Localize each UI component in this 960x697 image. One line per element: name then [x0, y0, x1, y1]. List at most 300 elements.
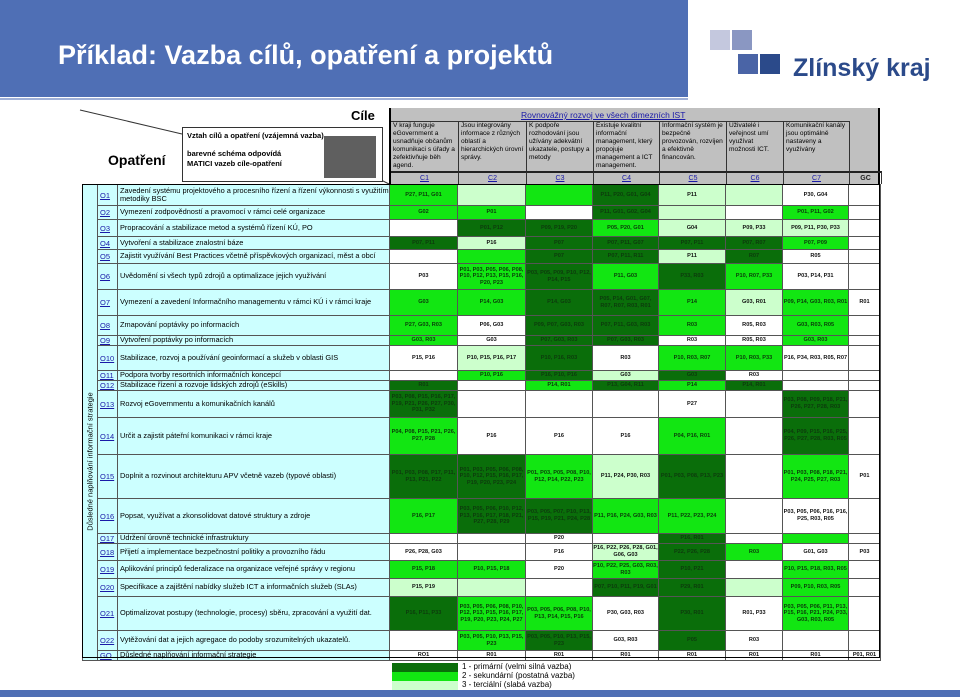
measure-id-cell — [98, 391, 118, 418]
matrix-cell: P09, P10, R03, R05 — [783, 579, 849, 597]
table-row — [83, 499, 881, 534]
matrix-cell: P04, P08, P15, P21, P26, P27, P28 — [390, 418, 458, 455]
matrix-cell: R03 — [659, 336, 726, 346]
table-row — [83, 631, 881, 651]
matrix-cell — [849, 220, 881, 237]
matrix-cell — [783, 381, 849, 391]
matrix-cell — [458, 381, 526, 391]
measure-link[interactable]: O5 — [100, 252, 111, 261]
matrix-cell: P16, R01 — [659, 534, 726, 544]
matrix-cell: P11, P16, P24, G03, R03 — [593, 499, 659, 534]
matrix-cell: P16 — [526, 544, 593, 561]
matrix-cell — [458, 579, 526, 597]
matrix-cell — [659, 206, 726, 220]
matrix-cell: P01, P03, P05, P08, P10, P12, P14, P22, P23 — [526, 455, 593, 499]
goal-link[interactable]: C1 — [420, 175, 429, 182]
measure-link[interactable]: O7 — [100, 298, 111, 307]
matrix-cell: R05, R03 — [726, 316, 783, 336]
measure-link[interactable]: O1 — [100, 190, 111, 200]
matrix-cell: P07, P11 — [390, 237, 458, 250]
matrix-cell: P07 — [526, 250, 593, 264]
measure-link[interactable]: O22 — [100, 636, 115, 645]
logo-square-icon — [738, 54, 758, 74]
matrix-cell: P30, G04 — [783, 185, 849, 206]
matrix-cell: P09, P14, G03, R03, R01 — [783, 290, 849, 316]
matrix-cell: P27 — [659, 391, 726, 418]
table-row — [83, 220, 881, 237]
matrix-cell: G03, R03, R05 — [783, 316, 849, 336]
measure-description: Přijetí a implementace bezpečnostní politiky a provozního řádu — [118, 544, 390, 561]
color-swatch — [324, 136, 376, 178]
measure-link[interactable]: O15 — [100, 472, 115, 481]
measure-id-cell — [98, 631, 118, 651]
goal-link[interactable]: C4 — [622, 175, 631, 182]
table-row — [83, 597, 881, 631]
matrix-cell: P11, P22, P23, P24 — [659, 499, 726, 534]
matrix-cell — [726, 534, 783, 544]
matrix-cell: P10, P16, R03 — [526, 346, 593, 371]
matrix-cell: P03, P08, P15, P16, P17, P19, P21, P26, P27, P30, P31, P32 — [390, 391, 458, 418]
matrix-cell: P20 — [526, 561, 593, 579]
matrix-cell: P03, P08, P09, P18, P21, P26, P27, P28, R03 — [783, 391, 849, 418]
measure-description: Vymezení a zavedení Informačního managementu v rámci KÚ i v rámci kraje — [118, 290, 390, 316]
matrix-cell: P01, P03, P08, P18, P21, P24, P25, P27, R03 — [783, 455, 849, 499]
measure-link[interactable]: O20 — [100, 583, 115, 592]
matrix-cell — [390, 220, 458, 237]
matrix-cell: P01 — [849, 455, 881, 499]
measure-link[interactable]: O9 — [100, 336, 111, 345]
matrix-cell: P16, P11, P33 — [390, 597, 458, 631]
matrix-cell — [849, 534, 881, 544]
measure-link[interactable]: GO — [100, 651, 112, 660]
matrix-cell: P10, P15, P18, R03, R05 — [783, 561, 849, 579]
matrix-cell: G03, R03 — [783, 336, 849, 346]
matrix-cell: P04, P16, R01 — [659, 418, 726, 455]
matrix-cell: G02 — [390, 206, 458, 220]
matrix-cell: R01 — [783, 651, 849, 661]
matrix-cell: P09, P11, P30, P33 — [783, 220, 849, 237]
matrix-cell: P03, P05, P06, P11, P13, P15, P16, P21, P24, P33, G03, R03, R05 — [783, 597, 849, 631]
matrix-cell — [726, 206, 783, 220]
matrix-cell: P15, P18 — [390, 561, 458, 579]
matrix-cell: P07, P11, G07 — [593, 237, 659, 250]
matrix-cell — [849, 597, 881, 631]
measure-id-cell — [98, 455, 118, 499]
measure-id-cell — [98, 336, 118, 346]
goal-description: V kraji funguje eGovernment a usnadňuje občanům komunikaci s úřady a zefektivňuje běh agend. — [391, 121, 459, 171]
matrix-cell: P01, P03, P08, P17, P11, P13, P21, P22 — [390, 455, 458, 499]
matrix-cell: P03, P05, P06, P08, P10, P12, P13, P15, P16, P17, P19, P20, P23, P24, P27 — [458, 597, 526, 631]
matrix-cell: P09, P07, G03, R03 — [526, 316, 593, 336]
goal-link[interactable]: C6 — [750, 175, 760, 182]
matrix-cell: P27, P11, G01 — [390, 185, 458, 206]
slide-title: Příklad: Vazba cílů, opatření a projektů — [58, 40, 554, 70]
relation-legend-line2: MATICI vazeb cíle-opatření — [187, 159, 282, 168]
matrix-cell: P07 — [526, 237, 593, 250]
matrix-cell: P01, R01 — [849, 651, 881, 661]
measure-link[interactable]: O19 — [100, 565, 115, 574]
logo-text: Zlínský kraj — [793, 54, 931, 82]
matrix-cell: P09, P19, P20 — [526, 220, 593, 237]
matrix-cell — [726, 561, 783, 579]
measure-description: Podpora tvorby resortních informačních koncepcí — [118, 371, 390, 381]
table-row — [83, 316, 881, 336]
measure-description: Důsledné naplňování informační strategie — [118, 651, 390, 661]
measure-description: Určit a zajistit páteřní komunikaci v rámci kraje — [118, 418, 390, 455]
legend-swatch — [392, 663, 458, 672]
matrix-cell — [849, 499, 881, 534]
measure-id-cell — [98, 597, 118, 631]
measure-link[interactable]: O8 — [100, 321, 111, 330]
measure-link[interactable]: O17 — [100, 534, 115, 543]
matrix-cell: G03 — [458, 336, 526, 346]
matrix-cell: P01 — [458, 206, 526, 220]
measure-link[interactable]: O10 — [100, 353, 115, 363]
cile-heading: Cíle — [351, 108, 375, 123]
measure-id-cell — [98, 220, 118, 237]
matrix-cell: G03, R01 — [726, 290, 783, 316]
measure-description: Vytěžování dat a jejich agregace do podoby srozumitelných ukazatelů. — [118, 631, 390, 651]
matrix-cell: P03, P14, P31 — [783, 264, 849, 290]
matrix-cell — [849, 579, 881, 597]
matrix-cell: P07, P09 — [783, 237, 849, 250]
matrix-cell: R01 — [726, 651, 783, 661]
matrix-cell: P16 — [593, 418, 659, 455]
measure-id-cell — [98, 250, 118, 264]
matrix-cell: P11, P20, G01, G04 — [593, 185, 659, 206]
table-row — [83, 579, 881, 597]
matrix-cell: P03, P05, P10, P13, P15, P23 — [526, 631, 593, 651]
goal-link[interactable]: C2 — [488, 175, 497, 182]
matrix-cell: P03, P05, P06, P16, P16, P25, R03, R05 — [783, 499, 849, 534]
goal-id-cell: GC — [850, 171, 882, 184]
measure-link[interactable]: O14 — [100, 431, 115, 441]
matrix-cell — [849, 206, 881, 220]
matrix-cell: P03, P05, P06, P08, P10, P13, P14, P15, P16 — [526, 597, 593, 631]
measure-link[interactable]: O11 — [100, 371, 114, 380]
matrix-cell: P13, G04, R11 — [593, 381, 659, 391]
matrix-cell: P07, P11, R11 — [593, 250, 659, 264]
matrix-cell — [849, 250, 881, 264]
table-row — [83, 206, 881, 220]
measure-id-cell — [98, 561, 118, 579]
matrix-cell: P10, P15, P18 — [458, 561, 526, 579]
matrix-cell: P03, P05, P06, P10, P12, P13, P16, P17, P18, P21, P27, P28, P29 — [458, 499, 526, 534]
matrix-cell: P30, G03, R03 — [593, 597, 659, 631]
measure-description: Vytvoření poptávky po informacích — [118, 336, 390, 346]
matrix-cell: R03 — [659, 316, 726, 336]
table-row — [83, 418, 881, 455]
goal-measure-matrix — [82, 184, 881, 661]
matrix-cell — [726, 455, 783, 499]
matrix-cell: G03 — [593, 371, 659, 381]
matrix-cell: G03, R03 — [390, 336, 458, 346]
matrix-cell — [390, 631, 458, 651]
matrix-cell: P16 — [458, 418, 526, 455]
measure-description: Propracování a stabilizace metod a systémů řízení KÚ, PO — [118, 220, 390, 237]
measure-link[interactable]: O3 — [100, 223, 111, 233]
matrix-cell: R01, P33 — [726, 597, 783, 631]
matrix-cell: P10, P22, P25, G03, R03, R03 — [593, 561, 659, 579]
goal-id-cell — [391, 171, 459, 184]
measure-link[interactable]: O12 — [100, 381, 115, 390]
measure-description: Zmapování poptávky po informacích — [118, 316, 390, 336]
matrix-cell: P30, R01 — [659, 597, 726, 631]
goal-description: Komunikační kanály jsou optimálně nastaveny a využívány — [784, 121, 850, 171]
matrix-cell: G01, G03 — [783, 544, 849, 561]
matrix-cell: P07, P11, G03, R03 — [593, 316, 659, 336]
matrix-cell: P16, P10, P16 — [526, 371, 593, 381]
matrix-cell — [390, 371, 458, 381]
matrix-cell: RO1 — [390, 651, 458, 661]
measure-link[interactable]: O2 — [100, 208, 111, 217]
matrix-cell — [458, 250, 526, 264]
table-row — [83, 185, 881, 206]
matrix-cell: P16, P34, R03, R05, R07 — [783, 346, 849, 371]
measure-description: Rozvoj eGovernmentu a komunikačních kanálů — [118, 391, 390, 418]
matrix-cell: P16 — [526, 418, 593, 455]
measure-description: Vytvoření a stabilizace znalostní báze — [118, 237, 390, 250]
measure-id-cell — [98, 418, 118, 455]
matrix-cell: G04 — [659, 220, 726, 237]
goal-link[interactable]: C3 — [555, 175, 565, 182]
matrix-cell: P10, P21 — [659, 561, 726, 579]
matrix-cell — [849, 185, 881, 206]
matrix-cell — [458, 544, 526, 561]
matrix-cell: P04, P09, P15, P16, P25, P26, P27, P28, R03, R05 — [783, 418, 849, 455]
matrix-cell: P01, P03, P05, P06, P08, P10, P12, P15, P16, P17, P19, P20, P23, P24 — [458, 455, 526, 499]
matrix-cell — [849, 237, 881, 250]
logo-square-icon — [732, 30, 752, 50]
matrix-cell — [526, 391, 593, 418]
matrix-cell — [726, 579, 783, 597]
goal-id-cell — [784, 171, 850, 184]
measure-link[interactable]: O4 — [100, 238, 111, 248]
table-row — [83, 544, 881, 561]
matrix-cell — [849, 264, 881, 290]
matrix-cell: P29, R01 — [659, 579, 726, 597]
measure-id-cell — [98, 346, 118, 371]
matrix-cell: P20 — [526, 534, 593, 544]
table-row — [83, 264, 881, 290]
goal-id-cell — [727, 171, 784, 184]
table-row — [83, 336, 881, 346]
matrix-cell — [726, 499, 783, 534]
goal-id-cell — [660, 171, 727, 184]
measure-id-cell — [98, 371, 118, 381]
table-row — [83, 237, 881, 250]
measure-id-cell — [98, 534, 118, 544]
matrix-cell: P33, R03 — [659, 264, 726, 290]
table-row — [83, 250, 881, 264]
matrix-cell: P10, R03, P33 — [726, 346, 783, 371]
measure-description: Specifikace a zajištění nabídky služeb ICT a informačních služeb (SLAs) — [118, 579, 390, 597]
table-row — [83, 290, 881, 316]
measure-description: Optimalizovat postupy (technologie, procesy) sběru, zpracování a využití dat. — [118, 597, 390, 631]
matrix-cell: P14, R01 — [726, 381, 783, 391]
matrix-cell: R01 — [526, 651, 593, 661]
relation-legend-box — [182, 127, 383, 182]
matrix-cell: P10, P15, P16, P17 — [458, 346, 526, 371]
matrix-cell — [849, 418, 881, 455]
matrix-cell — [390, 534, 458, 544]
matrix-cell: R03 — [726, 631, 783, 651]
goal-id-cell — [459, 171, 527, 184]
measure-description: Doplnit a rozvinout architekturu APV včetně vazeb (typové oblasti) — [118, 455, 390, 499]
matrix-cell: P05, P20, G01 — [593, 220, 659, 237]
matrix-cell: R05 — [783, 250, 849, 264]
matrix-cell — [849, 391, 881, 418]
goal-description: Uživatelé i veřejnost umí využívat možnosti ICT. — [727, 121, 784, 171]
measure-link[interactable]: O13 — [100, 399, 115, 409]
measure-description: Zavedení systému projektového a procesního řízení a řízení výkonnosti s využitím metodiky BSC — [118, 185, 390, 206]
side-label: Důsledné naplňování informační strategie — [85, 392, 95, 531]
matrix-cell: R01 — [458, 651, 526, 661]
matrix-cell — [458, 185, 526, 206]
measure-link[interactable]: O6 — [100, 272, 111, 281]
matrix-cell — [458, 391, 526, 418]
goal-description: Existuje kvalitní informační management, který propojuje management a ICT management. — [594, 121, 660, 171]
matrix-cell: P11, G03 — [593, 264, 659, 290]
table-row — [83, 534, 881, 544]
matrix-cell: P07, P10, P11, P19, G01 — [593, 579, 659, 597]
matrix-cell — [783, 631, 849, 651]
legend-text: 1 - primární (velmi silná vazba) — [462, 662, 572, 671]
matrix-cell: P01, P11, G02 — [783, 206, 849, 220]
matrix-cell: P05 — [659, 631, 726, 651]
matrix-cell — [849, 561, 881, 579]
matrix-cell: R03 — [726, 371, 783, 381]
matrix-cell — [390, 250, 458, 264]
measure-link[interactable]: O21 — [100, 609, 115, 618]
table-row — [83, 391, 881, 418]
matrix-cell — [526, 206, 593, 220]
relation-legend-line1: barevné schéma odpovídá — [187, 149, 282, 158]
matrix-cell: P03 — [390, 264, 458, 290]
matrix-cell: R01 — [659, 651, 726, 661]
matrix-cell: R03 — [726, 544, 783, 561]
matrix-cell: R03 — [593, 346, 659, 371]
matrix-cell — [849, 346, 881, 371]
measure-description: Stabilizace řízení a rozvoje lidských zdrojů (eSkills) — [118, 381, 390, 391]
measure-link[interactable]: O16 — [100, 511, 115, 521]
goal-description: Jsou integrovány informace z různých oblastí a hierarchických úrovní správy. — [459, 121, 527, 171]
measure-id-cell — [98, 544, 118, 561]
matrix-cell: P10, P16 — [458, 371, 526, 381]
matrix-cell: P27, G03, R03 — [390, 316, 458, 336]
measure-id-cell — [98, 206, 118, 220]
matrix-cell: P10, R07, P33 — [726, 264, 783, 290]
legend-swatch — [392, 672, 458, 681]
measure-id-cell — [98, 264, 118, 290]
matrix-cell: R01 — [593, 651, 659, 661]
matrix-cell — [458, 534, 526, 544]
matrix-cell — [726, 185, 783, 206]
goal-description: K podpoře rozhodování jsou užívány adekvátní ukazatele, postupy a metody — [527, 121, 594, 171]
legend-text: 3 - terciální (slabá vazba) — [462, 680, 552, 689]
matrix-cell — [593, 534, 659, 544]
matrix-cell: P15, P16 — [390, 346, 458, 371]
matrix-cell: P03, P05, P07, P10, P13, P15, P19, P21, P24, P28 — [526, 499, 593, 534]
matrix-cell: P07, P11 — [659, 237, 726, 250]
matrix-cell: P14 — [659, 381, 726, 391]
measure-description: Stabilizace, rozvoj a používání geoinformací a služeb v oblasti GIS — [118, 346, 390, 371]
matrix-cell: P03, P05, P09, P10, P12, P14, P15 — [526, 264, 593, 290]
legend-text: 2 - sekundární (postatná vazba) — [462, 671, 575, 680]
legend-swatch — [392, 681, 458, 690]
matrix-cell: P16 — [458, 237, 526, 250]
measure-id-cell — [98, 316, 118, 336]
goal-id-cell — [527, 171, 594, 184]
measure-description: Zajistit využívání Best Practices včetně příspěvkových organizací, měst a obcí — [118, 250, 390, 264]
goal-description: Informační systém je bezpečně provozován, rozvíjen a efektivně financován. — [660, 121, 727, 171]
matrix-cell: P22, P26, P28 — [659, 544, 726, 561]
matrix-cell: P03 — [849, 544, 881, 561]
table-row — [83, 381, 881, 391]
matrix-cell: R01 — [390, 381, 458, 391]
matrix-cell: G03 — [659, 371, 726, 381]
matrix-cell: R07 — [726, 250, 783, 264]
goal-link[interactable]: C5 — [688, 175, 698, 182]
measure-id-cell — [98, 381, 118, 391]
matrix-cell — [726, 418, 783, 455]
opatreni-heading: Opatření — [108, 152, 166, 168]
matrix-cell: P01, P03, P08, P13, P23 — [659, 455, 726, 499]
matrix-cell — [593, 391, 659, 418]
matrix-cell: P11 — [659, 250, 726, 264]
measure-description: Uvědomění si všech typů zdrojů a optimalizace jejich využívání — [118, 264, 390, 290]
measure-id-cell — [98, 237, 118, 250]
matrix-cell — [526, 185, 593, 206]
matrix-cell — [726, 391, 783, 418]
matrix-cell: P07, G03, R03 — [526, 336, 593, 346]
matrix-cell: P14, R01 — [526, 381, 593, 391]
matrix-cell: P16, P22, P26, P28, G01, G06, G03 — [593, 544, 659, 561]
measure-description: Vymezení zodpovědností a pravomocí v rámci celé organizace — [118, 206, 390, 220]
table-row — [83, 346, 881, 371]
bottom-bar — [0, 690, 960, 697]
matrix-cell: R01 — [849, 290, 881, 316]
measure-description: Udržení úrovně technické infrastruktury — [118, 534, 390, 544]
goals-header — [389, 108, 880, 184]
matrix-cell: P10, R03, R07 — [659, 346, 726, 371]
table-row — [83, 561, 881, 579]
measure-id-cell — [98, 651, 118, 661]
matrix-cell: P07, G03, R03 — [593, 336, 659, 346]
measure-link[interactable]: O18 — [100, 547, 115, 557]
side-label-column — [82, 184, 97, 650]
matrix-cell: R05, R03 — [726, 336, 783, 346]
goal-id-cell — [594, 171, 660, 184]
matrix-cell: P03, P05, P10, P13, P15, P23 — [458, 631, 526, 651]
matrix-cell: P01, P12 — [458, 220, 526, 237]
goal-group-link[interactable]: Rovnovážný rozvoj ve všech dimezních IST — [521, 110, 686, 120]
matrix-cell: P11, P24, P30, R03 — [593, 455, 659, 499]
measure-description: Popsat, využívat a zkonsolidovat datové struktury a zdroje — [118, 499, 390, 534]
table-row — [83, 455, 881, 499]
matrix-cell: P01, P03, P05, P06, P08, P10, P12, P13, P15, P16, P20, P23 — [458, 264, 526, 290]
matrix-cell: P14, G03 — [526, 290, 593, 316]
matrix-cell: P11, G01, G02, G04 — [593, 206, 659, 220]
measure-description: Aplikování principů federalizace na organizace veřejné správy v regionu — [118, 561, 390, 579]
relation-legend-title: Vztah cílů a opatření (vzájemná vazba) — [187, 131, 324, 140]
goal-link[interactable]: C7 — [812, 175, 821, 182]
table-row — [83, 651, 881, 661]
matrix-cell: P09, P33 — [726, 220, 783, 237]
matrix-cell — [526, 579, 593, 597]
matrix-cell — [849, 336, 881, 346]
matrix-cell: P05, P14, G01, G07, R07, R07, R03, R01 — [593, 290, 659, 316]
